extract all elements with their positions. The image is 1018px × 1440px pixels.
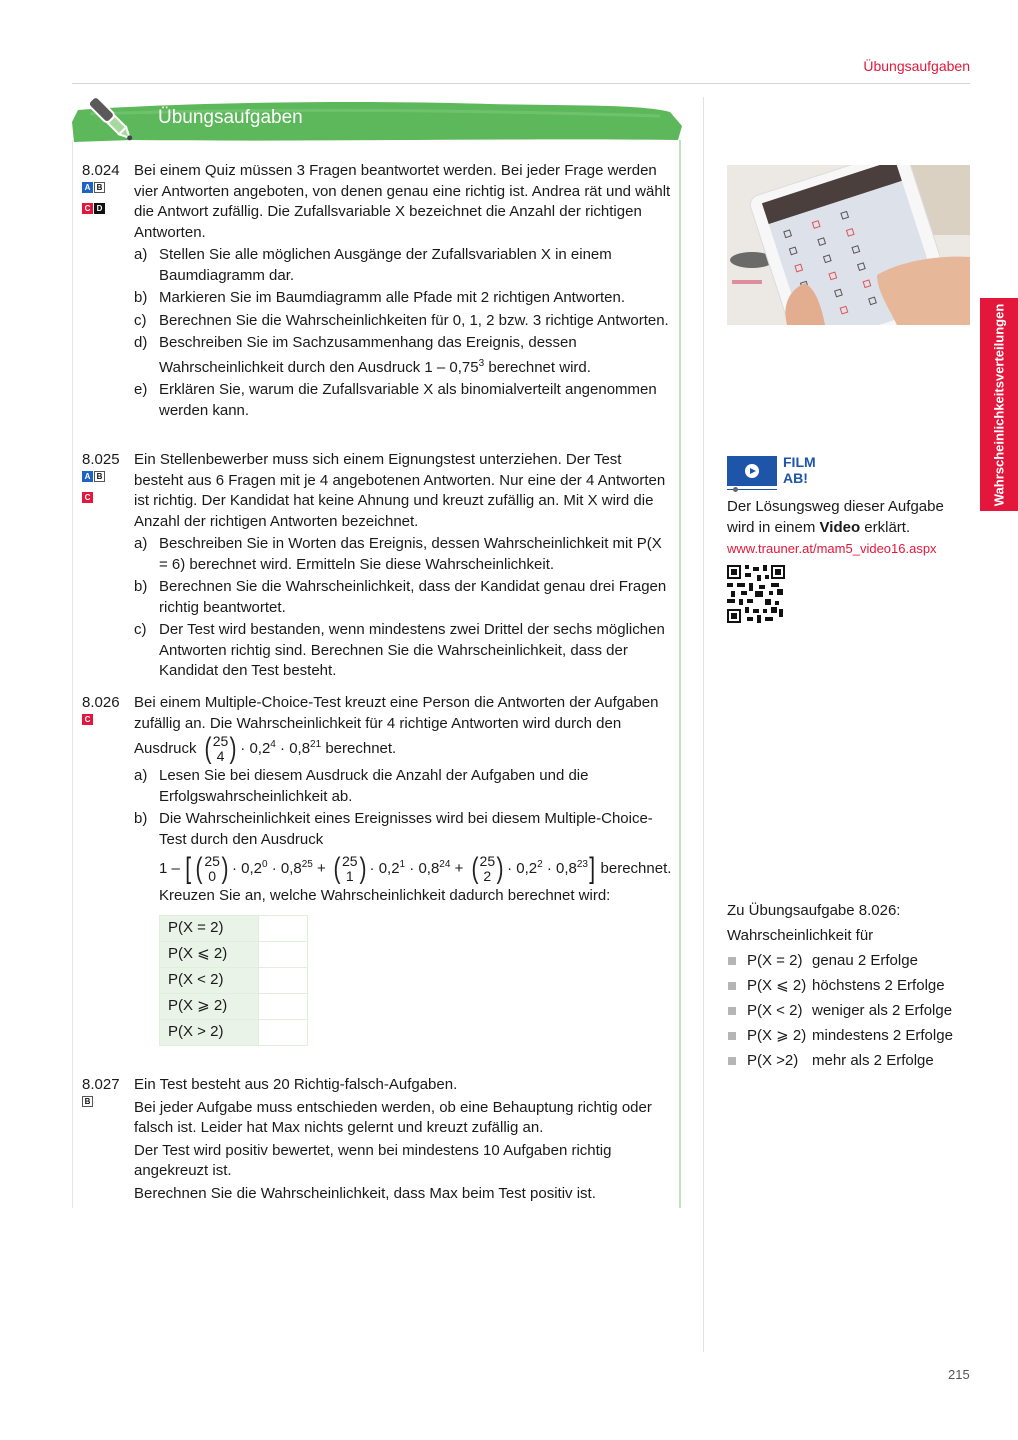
hint-expression: P(X >2) <box>747 1052 799 1069</box>
competence-badges <box>82 471 112 512</box>
column-divider <box>703 97 704 1352</box>
subtask-text: Beschreiben Sie im Sachzusammenhang das Ereignis, dessen Wahrscheinlichkeit durch den Ausdruck 1 – 0,75 <box>159 334 577 376</box>
hint-item <box>727 948 972 973</box>
choice-checkbox[interactable] <box>259 941 308 967</box>
binom-k: 1 <box>345 868 354 884</box>
choice-checkbox[interactable] <box>259 915 308 941</box>
choice-row <box>160 967 308 993</box>
term: · 0,8 <box>267 859 302 877</box>
subtask-e <box>134 380 674 421</box>
tablet-quiz-photo <box>727 165 970 325</box>
choice-checkbox[interactable] <box>259 967 308 993</box>
hint-expression: P(X = 2) <box>747 952 803 969</box>
choice-row <box>160 915 308 941</box>
binom-n: 25 <box>341 853 358 869</box>
operator: + <box>450 859 464 877</box>
left-bracket: [ <box>185 852 192 885</box>
badge-b: B <box>82 1096 93 1107</box>
subtask-d <box>134 333 674 378</box>
binom-k: 2 <box>483 868 492 884</box>
subtask-text: Die Wahrscheinlichkeit eines Ereignisses wird bei diesem Multiple-Choice-Test durch den Ausdruck <box>159 810 653 848</box>
subtask-text: Beschreiben Sie in Worten das Ereignis, dessen Wahrscheinlichkeit mit P(X = 6) berechnet wird. Ermitteln Sie diese Wahrscheinlichkeit. <box>159 535 662 573</box>
subtask-b <box>134 577 674 618</box>
subtask-text-end: berechnet wird. <box>484 358 591 376</box>
subtask-label: a) <box>134 246 148 263</box>
video-progress-dot <box>733 487 738 492</box>
tablet-illustration <box>727 165 970 325</box>
exercise-banner <box>70 98 682 142</box>
subtask-label: b) <box>134 578 148 595</box>
operator: + <box>312 859 326 877</box>
hint-meaning: mehr als 2 Erfolge <box>812 1052 934 1069</box>
badge-b: B <box>94 182 105 193</box>
hint-meaning: genau 2 Erfolge <box>812 952 918 969</box>
subtask-a <box>134 766 674 807</box>
hint-expression: P(X ⩽ 2) <box>747 977 807 994</box>
term: berechnet. <box>321 739 397 757</box>
exponent: 1 <box>399 858 406 870</box>
film-description <box>727 497 972 538</box>
binom-n: 25 <box>204 853 220 869</box>
subtask-c <box>134 311 674 332</box>
instruction-text: Kreuzen Sie an, welche Wahrscheinlichkeit dadurch berechnet wird: <box>159 887 611 904</box>
term: · 0,8 <box>542 859 577 877</box>
bullet-square-icon <box>728 1007 736 1015</box>
hint-subtitle: Wahrscheinlichkeit für <box>727 927 874 944</box>
right-bracket: ] <box>589 852 596 885</box>
badge-b: B <box>94 471 105 482</box>
task-intro <box>134 693 674 764</box>
task-line: Berechnen Sie die Wahrscheinlichkeit, dass Max beim Test positiv ist. <box>134 1184 596 1202</box>
badge-c: C <box>82 714 93 725</box>
film-label <box>783 454 816 486</box>
desc-text: Der Lösungsweg dieser Aufgabe wird in einem <box>727 498 944 536</box>
exercise-box-left-border <box>72 140 73 1208</box>
choice-row <box>160 941 308 967</box>
subtask-a <box>134 245 674 286</box>
intro-text: Bei einem Multiple-Choice-Test kreuzt eine Person die Antworten der Aufgaben zufällig an. Die Wahrscheinlichkeit für 4 richtige Antworten wird durch den Ausdruck <box>134 694 659 757</box>
badge-a: A <box>82 471 93 482</box>
pen-icon <box>82 98 142 148</box>
chapter-tab-label: Wahrscheinlichkeitsverteilungen <box>991 303 1007 506</box>
binomial-coefficient: ( 25 0 ) <box>195 852 229 885</box>
choice-row <box>160 993 308 1019</box>
term: · 0,2 <box>369 859 400 877</box>
qr-code-icon[interactable] <box>727 565 785 623</box>
task-intro: Bei einem Quiz müssen 3 Fragen beantwortet werden. Bei jeder Frage werden vier Antworten angeboten, von denen genau eine richtig ist. Andrea rät und wählt die Antwort zufällig. Die Zufallsvariable X bezeichnet die Anzahl der richtigen Antworten. <box>134 162 671 241</box>
chapter-tab[interactable] <box>980 298 1018 511</box>
binom-k: 4 <box>216 748 225 764</box>
subtask-text: Erklären Sie, warum die Zufallsvariable X als binomialverteilt angenommen werden kann. <box>159 381 657 419</box>
exponent: 3 <box>478 357 485 369</box>
subtask-text: Stellen Sie alle möglichen Ausgänge der Zufallsvariablen X in einem Baumdiagramm dar. <box>159 246 612 284</box>
choice-row <box>160 1019 308 1045</box>
subtask-label: e) <box>134 381 148 398</box>
badge-d: D <box>94 203 105 214</box>
hint-box-8-026 <box>727 898 972 1073</box>
hint-list <box>727 948 972 1073</box>
task-number: 8.025 <box>82 451 120 468</box>
film-label-line1: FILM <box>783 454 816 470</box>
subtask-c <box>134 620 674 682</box>
multiple-choice-table <box>159 915 308 1046</box>
subtask-text: Markieren Sie im Baumdiagramm alle Pfade mit 2 richtigen Antworten. <box>159 289 626 306</box>
choice-checkbox[interactable] <box>259 1019 308 1045</box>
running-head: Übungsaufgaben <box>863 58 970 74</box>
badge-c: C <box>82 203 93 214</box>
subtask-label: a) <box>134 535 148 552</box>
hint-item <box>727 1048 972 1073</box>
binom-n: 25 <box>212 733 229 749</box>
subtask-label: d) <box>134 334 148 351</box>
hint-expression: P(X ⩾ 2) <box>747 1027 807 1044</box>
top-rule <box>72 83 970 84</box>
exponent: 21 <box>310 738 322 750</box>
term: · 0,2 <box>240 739 271 757</box>
term: · 0,8 <box>275 739 311 757</box>
task-number: 8.027 <box>82 1076 120 1093</box>
video-play-icon[interactable] <box>727 456 777 486</box>
subtask-label: a) <box>134 767 148 784</box>
hint-item <box>727 1023 972 1048</box>
bullet-square-icon <box>728 957 736 965</box>
choice-label: P(X ⩾ 2) <box>160 993 259 1019</box>
binom-k: 0 <box>208 868 217 884</box>
task-line: Bei jeder Aufgabe muss entschieden werden, ob eine Behauptung richtig oder falsch ist. Leider hat Max nichts gelernt und kreuzt zufällig an. <box>134 1098 652 1136</box>
task-8-024 <box>82 161 674 421</box>
hint-item <box>727 973 972 998</box>
exercise-box-right-border <box>679 140 681 1208</box>
binomial-coefficient: ( 25 4 ) <box>204 732 237 765</box>
subtask-a <box>134 534 674 575</box>
term: · 0,2 <box>231 859 262 877</box>
choice-label: P(X = 2) <box>160 915 259 941</box>
exponent: 23 <box>576 858 588 870</box>
hint-meaning: mindestens 2 Erfolge <box>812 1027 953 1044</box>
hint-meaning: höchstens 2 Erfolge <box>812 977 945 994</box>
choice-label: P(X < 2) <box>160 967 259 993</box>
page-number: 215 <box>948 1367 970 1382</box>
task-8-026 <box>82 693 674 1046</box>
bullet-square-icon <box>728 982 736 990</box>
hint-meaning: weniger als 2 Erfolge <box>812 1002 953 1019</box>
task-8-027 <box>82 1075 674 1204</box>
exponent: 2 <box>537 858 543 870</box>
banner-title: Übungsaufgaben <box>158 107 303 128</box>
competence-badges <box>82 714 112 735</box>
choice-checkbox[interactable] <box>259 993 308 1019</box>
subtask-label: c) <box>134 311 147 329</box>
subtask-b <box>134 809 674 1046</box>
term: · 0,8 <box>405 859 440 877</box>
film-label-line2: AB! <box>783 470 808 486</box>
competence-badges <box>82 1096 112 1117</box>
hint-title: Zu Übungsaufgabe 8.026: <box>727 902 901 919</box>
badge-c: C <box>82 492 93 503</box>
competence-badges <box>82 182 112 223</box>
subtask-text: Berechnen Sie die Wahrscheinlichkeit, dass der Kandidat genau drei Fragen richtig beantwortet. <box>159 578 667 616</box>
subtask-label: b) <box>134 289 148 306</box>
task-intro: Ein Stellenbewerber muss sich einem Eignungstest unterziehen. Der Test besteht aus 6 Fragen mit je 4 angebotenen Antworten. Nur eine der 4 Antworten ist richtig. Der Kandidat hat keine Ahnung und kreuzt zufällig an. Mit X wird die Anzahl der richtigen Antworten bezeichnet. <box>134 451 666 530</box>
subtask-text: Berechnen Sie die Wahrscheinlichkeiten für 0, 1, 2 bzw. 3 richtige Antworten. <box>159 311 669 329</box>
task-line: Der Test wird positiv bewertet, wenn bei mindestens 10 Aufgaben richtig angekreuzt ist. <box>134 1141 612 1179</box>
formula-tail: berechnet. <box>600 859 672 877</box>
binom-n: 25 <box>479 853 496 869</box>
choice-label: P(X > 2) <box>160 1019 259 1045</box>
video-link[interactable]: www.trauner.at/mam5_video16.aspx <box>727 541 937 556</box>
binomial-coefficient: ( 25 1 ) <box>333 852 367 885</box>
formula-lead: 1 – <box>159 859 180 877</box>
desc-text-end: erklärt. <box>860 518 911 536</box>
desc-bold: Video <box>819 518 861 536</box>
subtask-label: c) <box>134 621 147 638</box>
binomial-coefficient: ( 25 2 ) <box>471 852 504 885</box>
bullet-square-icon <box>728 1057 736 1065</box>
task-line: Ein Test besteht aus 20 Richtig-falsch-Aufgaben. <box>134 1076 458 1093</box>
hint-item <box>727 998 972 1023</box>
subtask-text: Der Test wird bestanden, wenn mindestens zwei Drittel der sechs möglichen Antworten richtig sind. Berechnen Sie die Wahrscheinlichkeit, dass der Kandidat den Test besteht. <box>159 621 665 679</box>
probability-formula <box>159 854 674 884</box>
hint-expression: P(X < 2) <box>747 1002 803 1019</box>
exponent: 4 <box>270 738 276 750</box>
subtask-text: Lesen Sie bei diesem Ausdruck die Anzahl der Aufgaben und die Erfolgswahrscheinlichkeit ab. <box>159 767 589 805</box>
bullet-square-icon <box>728 1032 736 1040</box>
task-8-025 <box>82 450 674 682</box>
task-number: 8.024 <box>82 162 120 179</box>
subtask-label: b) <box>134 810 148 827</box>
exponent: 24 <box>439 858 451 870</box>
choice-label: P(X ⩽ 2) <box>160 941 259 967</box>
subtask-b <box>134 288 674 309</box>
task-number: 8.026 <box>82 694 120 711</box>
exponent: 25 <box>301 858 313 870</box>
term: · 0,2 <box>507 859 538 877</box>
badge-a: A <box>82 182 93 193</box>
exponent: 0 <box>261 858 268 870</box>
